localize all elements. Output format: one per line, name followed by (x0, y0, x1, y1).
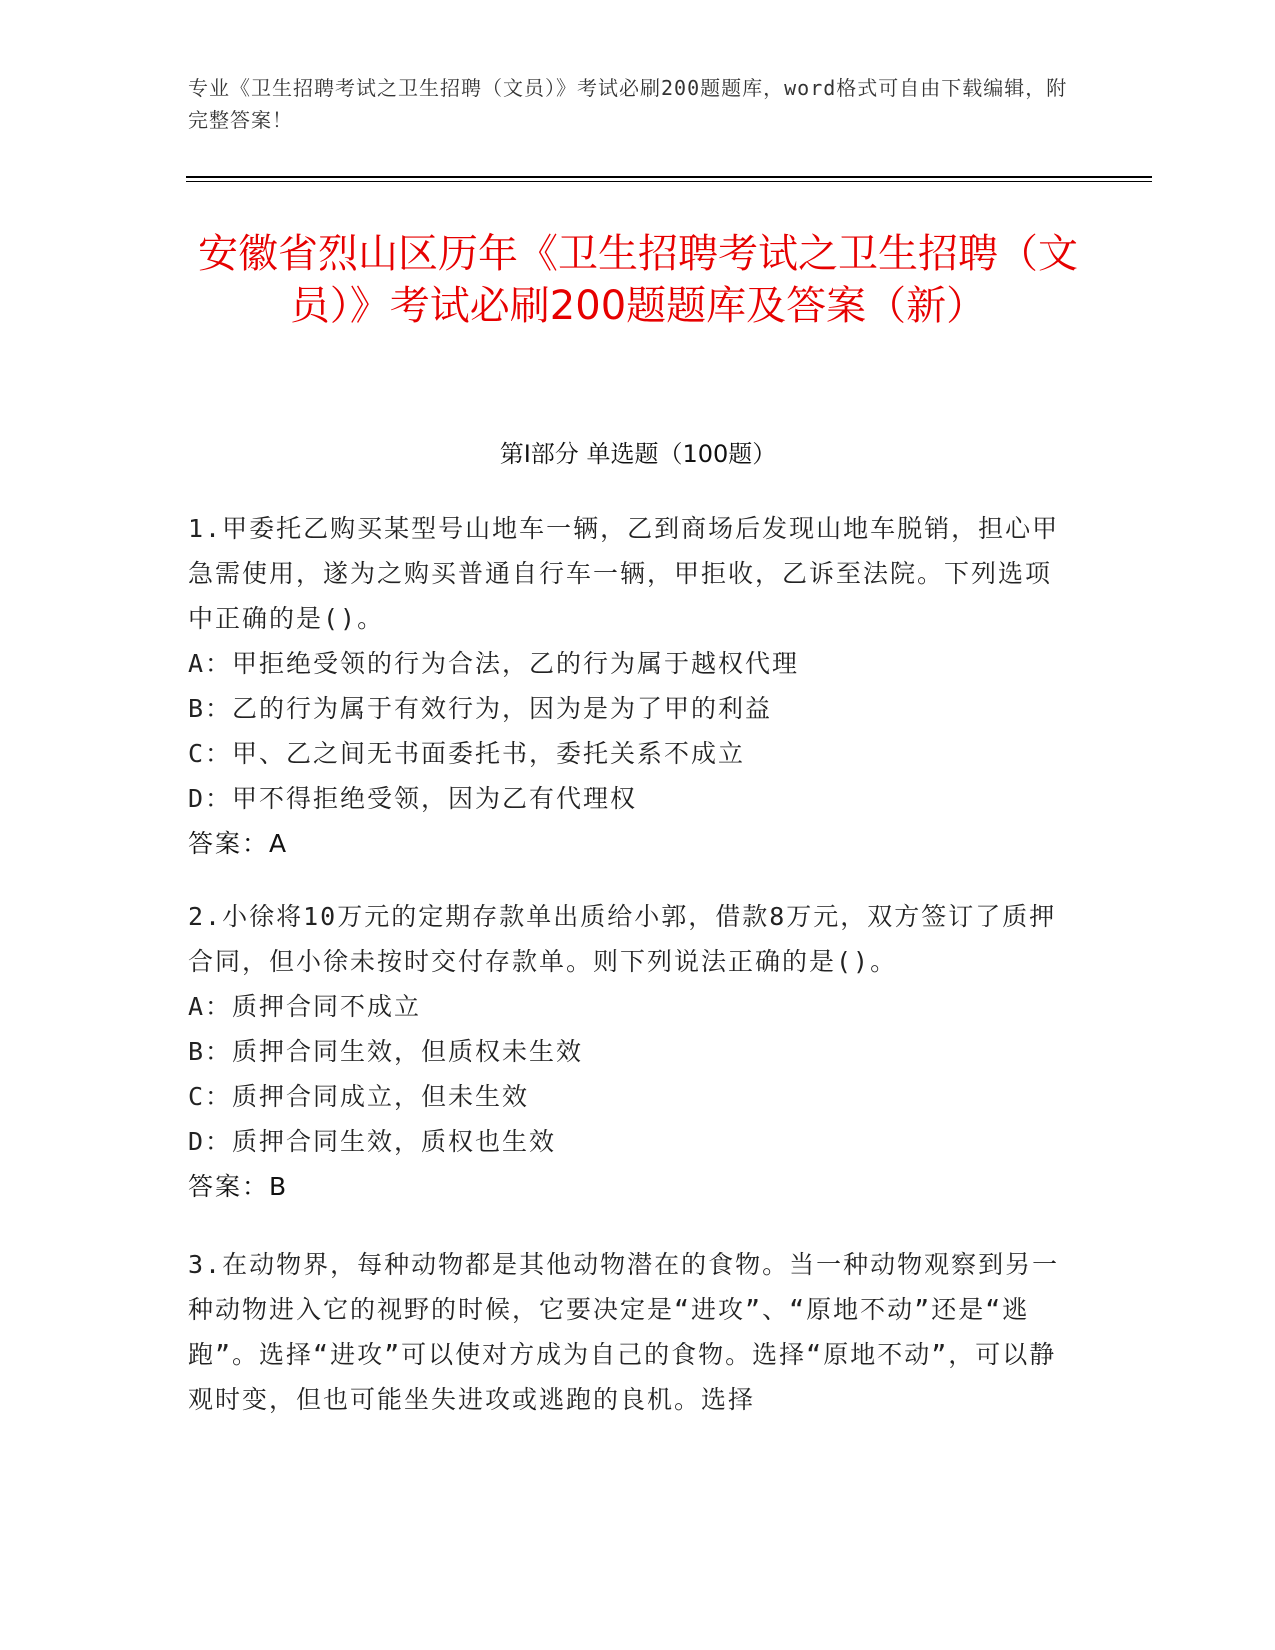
question-1 (188, 506, 1068, 866)
question-2 (188, 894, 1068, 1209)
header-divider-thin (186, 181, 1152, 182)
option-d: D：质押合同生效，质权也生效 (188, 1127, 557, 1156)
option-c: C：甲、乙之间无书面委托书，委托关系不成立 (188, 739, 746, 768)
option-d: D：甲不得拒绝受领，因为乙有代理权 (188, 784, 638, 813)
section-title: 第Ⅰ部分 单选题（100题） (499, 440, 777, 468)
document-title: 安徽省烈山区历年《卫生招聘考试之卫生招聘（文员）》考试必刷200题题库及答案（新） (198, 231, 1078, 329)
answer-label: 答案：B (188, 1172, 289, 1201)
page-header: 专业《卫生招聘考试之卫生招聘（文员）》考试必刷200题题库，word格式可自由下载编辑，附完整答案！ (188, 76, 1068, 132)
option-a: A：甲拒绝受领的行为合法，乙的行为属于越权代理 (188, 649, 800, 678)
option-b: B：乙的行为属于有效行为，因为是为了甲的利益 (188, 694, 773, 723)
option-b: B：质押合同生效，但质权未生效 (188, 1037, 584, 1066)
option-a: A：质押合同不成立 (188, 992, 422, 1021)
question-stem: 1.甲委托乙购买某型号山地车一辆，乙到商场后发现山地车脱销，担心甲急需使用，遂为之购买普通自行车一辆，甲拒收，乙诉至法院。下列选项中正确的是()。 (188, 514, 1060, 633)
option-c: C：质押合同成立，但未生效 (188, 1082, 530, 1111)
question-stem: 3.在动物界，每种动物都是其他动物潜在的食物。当一种动物观察到另一种动物进入它的视野的时候，它要决定是“进攻”、“原地不动”还是“逃跑”。选择“进攻”可以使对方成为自己的食物。选择“原地不动”，可以静观时变，但也可能坐失进攻或逃跑的良机。选择 (188, 1250, 1060, 1414)
question-3 (188, 1242, 1068, 1422)
question-stem: 2.小徐将10万元的定期存款单出质给小郭，借款8万元，双方签订了质押合同，但小徐未按时交付存款单。则下列说法正确的是()。 (188, 902, 1057, 976)
answer-label: 答案：A (188, 829, 289, 858)
header-divider-thick (186, 176, 1152, 178)
